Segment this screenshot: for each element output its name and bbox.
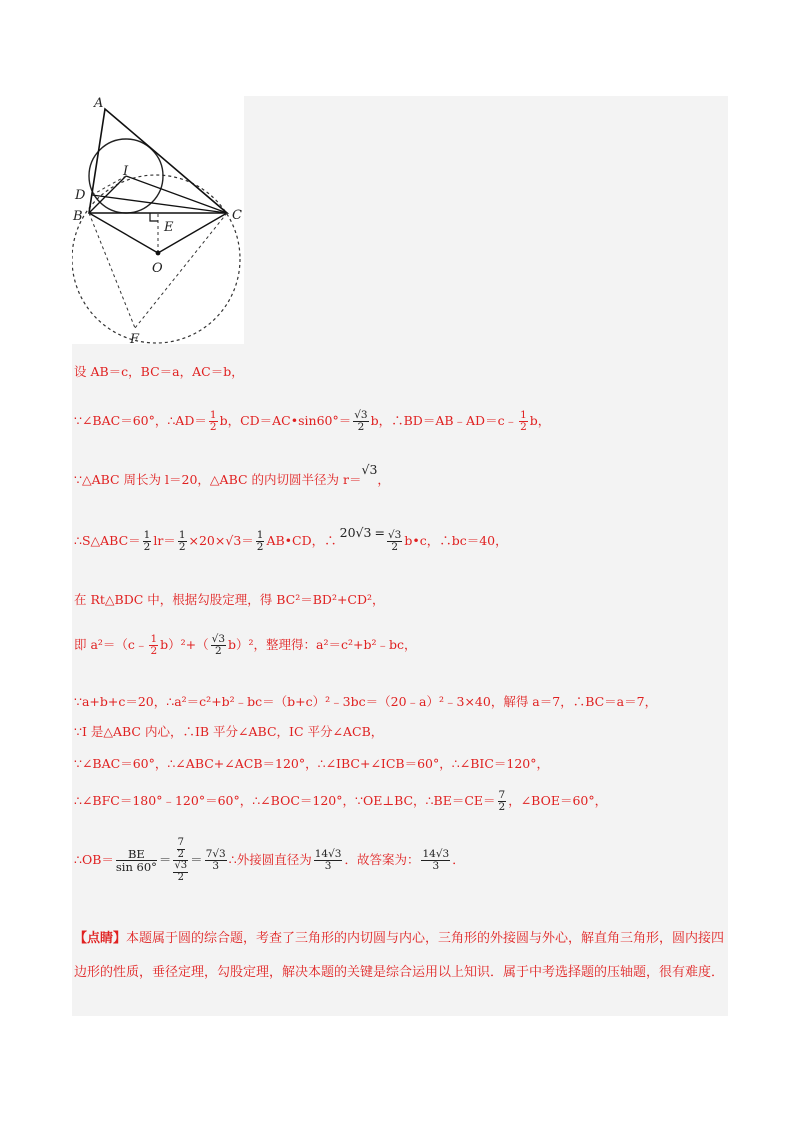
line-text: ∴OB＝ <box>74 852 114 867</box>
solution-line-8 <box>74 724 383 739</box>
right-angle-mark <box>150 213 158 221</box>
label-a: A <box>94 96 104 111</box>
fraction-root3-over-2: $\frac{√3}{2}$ <box>211 633 226 658</box>
line-text: 设 AB＝c，BC＝a，AC＝b， <box>74 364 244 379</box>
line-text: ， <box>377 472 390 487</box>
label-i: I <box>123 164 129 179</box>
label-c: C <box>232 208 242 223</box>
line-text: ∵∠BAC＝60°，∴AD＝ <box>74 413 207 429</box>
note-heading: 【点睛】 <box>74 931 127 946</box>
line-text: ．故答案为： <box>344 852 420 867</box>
solution-line-9 <box>74 756 549 771</box>
fraction-half: $\frac{1}{2}$ <box>520 409 527 434</box>
segment-bf <box>89 213 135 328</box>
line-text: ∴S△ABC＝ <box>74 533 141 549</box>
point-o <box>156 251 161 256</box>
solution-line-5 <box>74 592 385 607</box>
segment-bo <box>89 213 158 253</box>
geometry-figure <box>72 96 244 344</box>
line-text: ×20×√3＝ <box>188 533 254 549</box>
line-text: 即 a²＝（c﹣ <box>74 637 148 653</box>
solution-line-2 <box>74 410 550 433</box>
segment-cf <box>135 213 227 328</box>
solution-line-11 <box>74 838 465 883</box>
solution-line-7 <box>74 694 657 709</box>
fraction-root3-over-2: $\frac{√3}{2}$ <box>387 529 402 554</box>
line-text: b，CD＝AC•sin60°＝ <box>219 413 352 429</box>
solution-line-6 <box>74 634 417 657</box>
solution-line-10 <box>74 790 607 813</box>
value-20root3: 20√3 <box>339 525 372 541</box>
line-text: ． <box>452 852 465 867</box>
label-f: F <box>130 332 140 344</box>
line-text: ∵∠BAC＝60°，∴∠ABC+∠ACB＝120°，∴∠IBC+∠ICB＝60°，∴∠BIC＝120°， <box>74 756 549 771</box>
fraction-7root3-over-3: $\frac{7√3}{3}$ <box>205 847 226 872</box>
fraction-14root3-over-3: $\frac{14√3}{3}$ <box>314 847 342 872</box>
line-text: ∵I 是△ABC 内心，∴IB 平分∠ABC，IC 平分∠ACB， <box>74 724 384 739</box>
line-text: ∵a+b+c＝20，∴a²＝c²+b²﹣bc＝（b+c）²﹣3bc＝（20﹣a）²﹣3×40，解得 a＝7，∴BC＝a＝7， <box>74 694 658 709</box>
line-text: AB•CD，∴ <box>266 533 337 549</box>
line-text: b•c，∴bc＝40， <box>404 533 508 549</box>
line-text: ＝ <box>158 852 172 867</box>
line-text: ∴∠BFC＝180°﹣120°＝60°，∴∠BOC＝120°，∵OE⊥BC，∴BE＝CE＝ <box>74 793 496 809</box>
label-d: D <box>75 188 86 203</box>
line-text: 在 Rt△BDC 中，根据勾股定理，得 BC²＝BD²+CD²， <box>74 592 385 607</box>
value-root3: √3 <box>361 462 378 477</box>
key-point-note <box>74 922 726 990</box>
line-text: ∵△ABC 周长为 l＝20，△ABC 的内切圆半径为 r＝ <box>74 472 362 487</box>
segment-ic <box>126 176 227 213</box>
solution-line-1 <box>74 364 244 379</box>
solution-line-4: ∴S△ABC＝ $\frac{1}{2}$ lr＝ $\frac{1}{2}$ ×20×√3＝ $\frac{1}{2}$ AB•CD，∴20√3 = $\frac{√3}{2}$ b•c，∴bc＝40， <box>74 525 508 554</box>
line-text: b， <box>529 413 551 429</box>
label-b: B <box>73 209 83 224</box>
fraction-root3-over-2: $\frac{√3}{2}$ <box>354 409 368 434</box>
fraction-seven-over-2: $\frac{7}{2}$ <box>498 789 506 814</box>
fraction-half: $\frac{1}{2}$ <box>209 409 217 434</box>
line-text: b）²，整理得：a²＝c²+b²﹣bc， <box>228 637 417 653</box>
line-text: b）²+（ <box>160 637 209 653</box>
fraction-be-over-sin60: $\frac{BE}{\sin 60^\circ}$ <box>115 846 157 874</box>
line-text: ＝ <box>190 852 203 867</box>
solution-line-3 <box>74 462 390 487</box>
line-text: ∴外接圆直径为 <box>228 852 312 867</box>
label-e: E <box>164 220 174 235</box>
line-text: ，∠BOE＝60°， <box>508 793 608 809</box>
fraction-half: $\frac{1}{2}$ <box>178 529 186 554</box>
line-text: lr＝ <box>153 533 176 549</box>
fraction-half: $\frac{1}{2}$ <box>256 529 264 554</box>
note-body: 本题属于圆的综合题，考查了三角形的内切圆与内心，三角形的外接圆与外心，解直角三角形，圆内接四边形的性质，垂径定理，勾股定理，解决本题的关键是综合运用以上知识．属于中考选择题的压轴题，很有难度． <box>74 931 725 980</box>
line-text: b，∴BD＝AB﹣AD＝c﹣ <box>370 413 518 429</box>
triangle-circle-diagram <box>72 96 244 344</box>
fraction-14root3-over-3: $\frac{14√3}{3}$ <box>422 847 450 872</box>
solution-sheet <box>72 96 728 1016</box>
label-o: O <box>152 261 163 276</box>
fraction-compound: $\frac{\frac{7}{2}}{\frac{√3}{2}}$ <box>174 837 188 883</box>
fraction-half: $\frac{1}{2}$ <box>143 529 151 554</box>
fraction-half: $\frac{1}{2}$ <box>150 633 158 658</box>
